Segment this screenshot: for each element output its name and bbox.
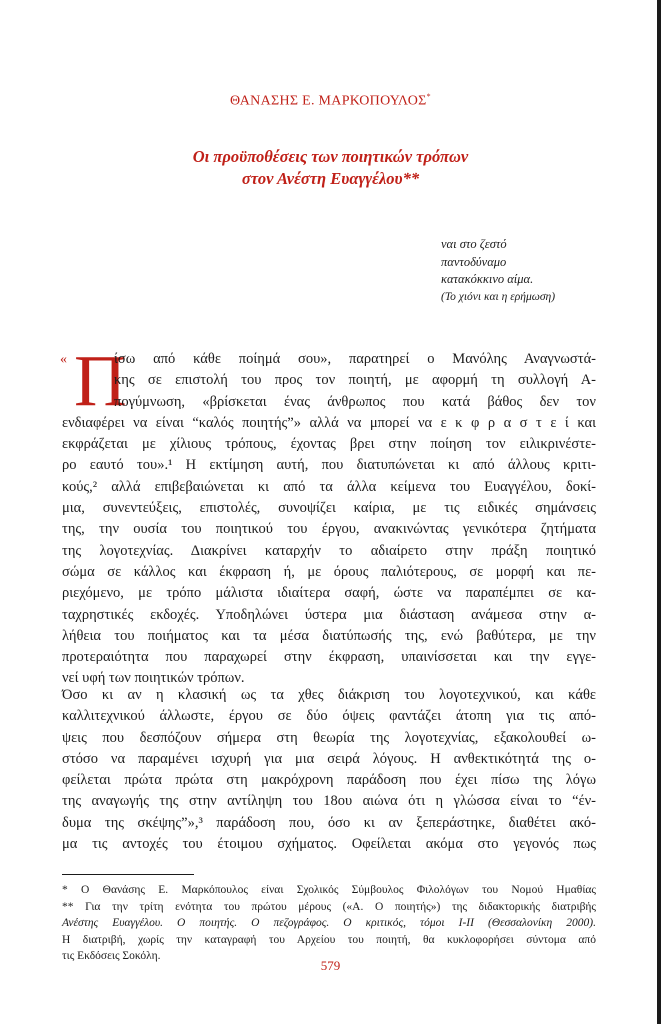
text-line: ταχρηστικές εκδοχές. Υποδηλώνει ύστερα μια διάσταση ανάμεσα στην α- [62,606,596,623]
text-line: λήθεια του ποιήματος και τα μέσα διατύπωσής της, ενώ βαθύτερα, με την [62,627,596,644]
text-line: δυμα της σκέψης”»,³ παράδοση που, όσο κι αν ξεπεράστηκε, διαθέτει ακό- [62,814,596,831]
text-line: ψεις που δεσπόζουν σήμερα στη θεωρία της λογοτεχνίας, εξακολουθεί ω- [62,729,596,746]
author-footnote-mark: * [426,92,431,101]
epigraph [441,236,631,306]
text-line: φείλεται πρώτα πρώτα στη μακρόχρονη παράδοση που έχει πίσω της λόγω [62,772,596,789]
epigraph-line: ναι στο ζεστό [441,237,507,251]
epigraph-line: κατακόκκινο αίμα. [441,272,534,286]
footnote-line: τις Εκδόσεις Σοκόλη. [62,950,161,963]
drop-cap: Π [74,340,127,421]
text-line: κης σε επιστολή του προς τον ποιητή, με αφορμή τη συλλογή Α- [114,372,596,389]
text-line: της λογοτεχνίας. Διακρίνει καταρχήν το αδιαίρετο στην πράξη ποιητικό [62,542,596,559]
text-line: νεί υφή των ποιητικών τρόπων. [62,670,245,687]
footnote-line: Η διατριβή, χωρίς την καταγραφή του Αρχείου του ποιητή, θα κυκλοφορήσει σύντομα από [62,933,596,946]
text-line: ίσω από κάθε ποίημά σου», παρατηρεί ο Μανόλης Αναγνωστά- [114,351,596,367]
article-title [0,146,661,190]
text-line: Όσο κι αν η κλασική ως τα χθες διάκριση του λογοτεχνικού, και κάθε [62,687,596,703]
title-line: στον Ανέστη Ευαγγέλου** [241,169,420,188]
text-line: ενδιαφέρει να είναι “καλός ποιητής”» αλλά να μπορεί να ε κ φ ρ α σ τ ε ί και [62,414,596,431]
footnote-line: * Ο Θανάσης Ε. Μαρκόπουλος είναι Σχολικός Σύμβουλος Φιλολόγων του Νομού Ημαθίας [62,884,596,896]
footnote-line: Ανέστης Ευαγγέλου. Ο ποιητής. Ο πεζογράφος. Ο κριτικός, τόμοι Ι-ΙΙ (Θεσσαλονίκη 2000). [62,917,596,930]
author-name: ΘΑΝΑΣΗΣ Ε. ΜΑΡΚΟΠΟΥΛΟΣ* [230,92,431,109]
paragraph-1 [62,349,596,690]
text-line: προτεραιότητα που παραχωρεί στην έκφραση, υπαινίσσεται και την εγγε- [62,649,596,666]
footnote-rule [62,874,194,875]
text-line: καλλιτεχνικού άλλωστε, έργου σε δύο όψεις φαντάζει άτοπη για τις από- [62,708,596,725]
text-line: ρο εαυτό του».¹ Η εκτίμηση αυτή, που διατυπώνεται κι από άλλους κριτι- [62,457,596,474]
text-line: εκφράζεται με χίλιους τρόπους, έχοντας βρει στην ποίηση τον ειλικρινέστε- [62,436,596,453]
text-line: σώμα σε κάλλος και έκφραση ή, με όρους παλιότερους, σε μορφή και πε- [62,563,596,580]
text-line: στόσο να παραμένει ισχυρή για μια σειρά λόγους. Η ανθεκτικότητά της ο- [62,750,596,767]
text-line: κούς,² αλλά επιβεβαιώνεται κι από τα άλλα κείμενα του Ευαγγέλου, δοκί- [62,478,596,495]
text-line: μια, συνεντεύξεις, επιστολές, συνοψίζει καίρια, με τις ειδικές σημάνσεις [62,500,596,517]
text-line: ριεχόμενο, με τρόπο μάλιστα ιδιαίτερα σαφή, ώστε να παραπέμπει σε κα- [62,585,596,602]
text-line: της, την ουσία του ποιητικού του έργου, ανακινώντας γενικότερα ζητήματα [62,521,596,538]
footnotes [62,882,596,965]
page-number: 579 [320,958,341,973]
text-line: της αναγωγής της στην αντίληψη του 18ου αιώνα ότι η γλώσσα είναι το “έν- [62,793,596,810]
epigraph-source: (Το χιόνι και η ερήμωση) [441,290,556,303]
text-line: πογύμνωση, «βρίσκεται ένας άνθρωπος που κατά βάθος δεν τον [114,393,596,410]
footnote-line: ** Για την τρίτη ενότητα του πρώτου μέρους («Α. Ο ποιητής») της διδακτορικής διατριβής [62,900,596,913]
title-line: Οι προϋποθέσεις των ποιητικών τρόπων [192,147,469,166]
paragraph-2 [62,685,596,855]
epigraph-line: παντοδύναμο [441,254,507,269]
text-line: μα τις αντοχές του έτοιμου σχήματος. Οφείλεται ακόμα στο γεγονός πως [62,836,596,853]
opening-quote: « [60,352,67,367]
